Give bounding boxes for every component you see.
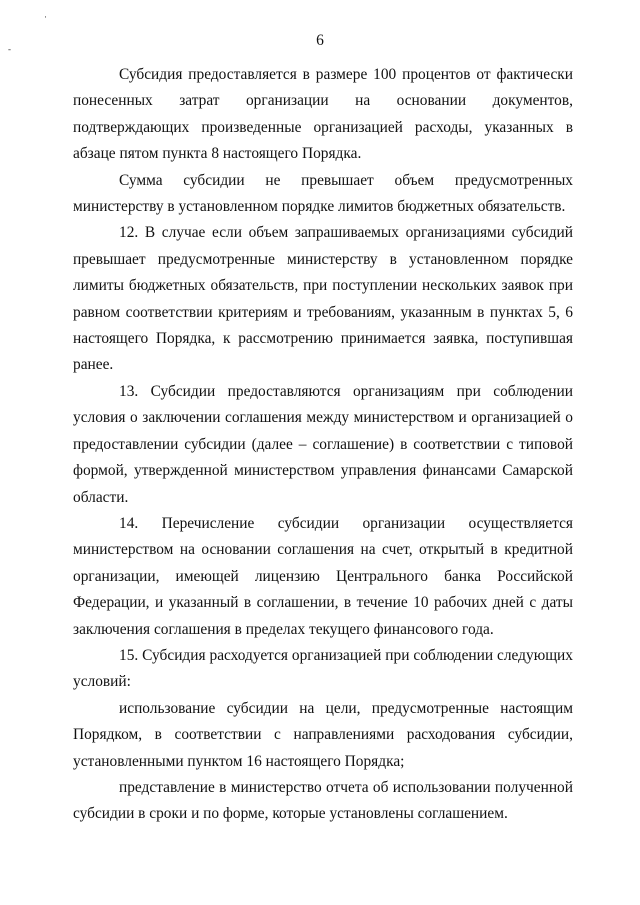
paragraph-item-13: 13. Субсидии предоставляются организациям при соблюдении условия о заключении соглашения между министерством и организацией о предоставлении субсидии (далее – соглашение) в соответствии с типовой формой, утвержденной министерством управления финансами Самарской области. <box>73 382 573 506</box>
scan-dot-mark: · <box>44 12 47 22</box>
paragraph-condition-usage: использование субсидии на цели, предусмотренные настоящим Порядком, в соответствии с направлениями расходования субсидии, установленными пунктом 16 настоящего Порядка; <box>73 699 573 770</box>
document-body <box>73 62 573 828</box>
paragraph-subsidy-amount: Субсидия предоставляется в размере 100 процентов от фактически понесенных затрат организации на основании документов, подтверждающих произведенные организацией расходы, указанных в абзаце пятом пункта 8 настоящего Порядка. <box>73 66 573 163</box>
paragraph-subsidy-limit: Сумма субсидии не превышает объем предусмотренных министерству в установленном порядке лимитов бюджетных обязательств. <box>73 171 573 216</box>
paragraph-item-12: 12. В случае если объем запрашиваемых организациями субсидий превышает предусмотренные министерству в установленном порядке лимиты бюджетных обязательств, при поступлении нескольких заявок при равном соответствии критериям и требованиям, указанным в пунктах 5, 6 настоящего Порядка, к рассмотрению принимается заявка, поступившая ранее. <box>73 224 573 374</box>
paragraph-condition-report: представление в министерство отчета об использовании полученной субсидии в сроки и по форме, которые установлены соглашением. <box>73 778 573 823</box>
page-number: 6 <box>316 32 324 49</box>
scan-dash-mark: - <box>8 44 11 54</box>
paragraph-item-15: 15. Субсидия расходуется организацией при соблюдении следующих условий: <box>73 646 573 691</box>
paragraph-item-14: 14. Перечисление субсидии организации осуществляется министерством на основании соглашения на счет, открытый в кредитной организации, имеющей лицензию Центрального банка Российской Федерации, и указанный в соглашении, в течение 10 рабочих дней с даты заключения соглашения в пределах текущего финансового года. <box>73 514 573 638</box>
